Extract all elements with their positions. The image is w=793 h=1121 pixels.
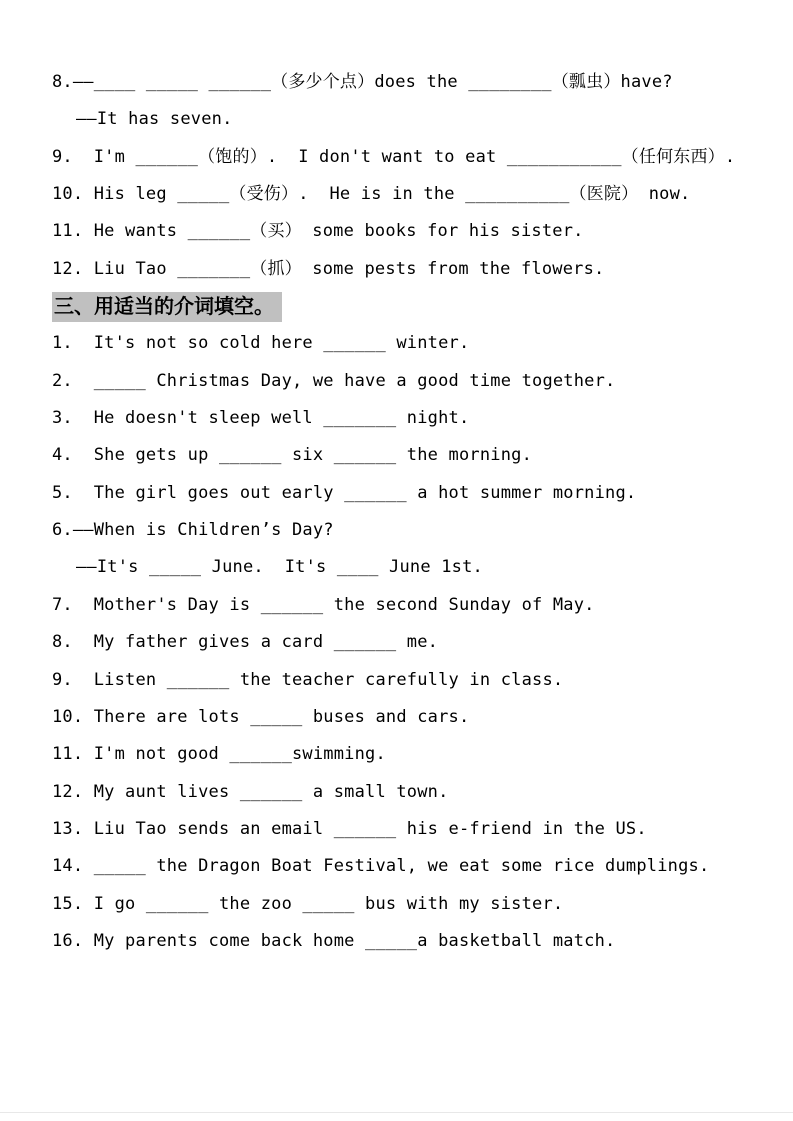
page-bottom-divider — [0, 1112, 793, 1113]
prep-item-6-question: 6.——When is Children’s Day? — [52, 520, 334, 541]
prep-item-13: 13. Liu Tao sends an email ______ his e-friend in the US. — [52, 818, 647, 839]
prep-item-15: 15. I go ______ the zoo _____ bus with my sister. — [52, 893, 564, 914]
prep-item-7: 7. Mother's Day is ______ the second Sunday of May. — [52, 594, 595, 615]
prep-item-16: 16. My parents come back home _____a basketball match. — [52, 930, 616, 951]
prep-item-10: 10. There are lots _____ buses and cars. — [52, 706, 470, 727]
vocab-item-10: 10. His leg _____（受伤）. He is in the __________（医院） now. — [52, 184, 691, 205]
prep-item-2: 2. _____ Christmas Day, we have a good time together. — [52, 370, 616, 391]
section-heading: 三、用适当的介词填空。 — [52, 292, 282, 322]
vocab-item-11: 11. He wants ______（买） some books for his sister. — [52, 221, 584, 242]
prep-item-6-answer: ——It's _____ June. It's ____ June 1st. — [76, 557, 483, 578]
prep-item-9: 9. Listen ______ the teacher carefully in class. — [52, 669, 564, 690]
worksheet-content — [52, 64, 773, 960]
prep-item-12: 12. My aunt lives ______ a small town. — [52, 781, 449, 802]
prep-item-4: 4. She gets up ______ six ______ the morning. — [52, 445, 533, 466]
prep-item-1: 1. It's not so cold here ______ winter. — [52, 333, 470, 354]
prep-item-11: 11. I'm not good ______swimming. — [52, 744, 386, 765]
prep-item-3: 3. He doesn't sleep well _______ night. — [52, 408, 470, 429]
prep-item-14: 14. _____ the Dragon Boat Festival, we eat some rice dumplings. — [52, 856, 710, 877]
vocab-item-8-answer: ——It has seven. — [76, 109, 233, 130]
vocab-item-8-question: 8.——____ _____ ______（多少个点）does the ________（瓢虫）have? — [52, 72, 673, 92]
prep-item-8: 8. My father gives a card ______ me. — [52, 632, 439, 653]
section-heading-row — [52, 288, 773, 325]
vocab-item-12: 12. Liu Tao _______（抓） some pests from the flowers. — [52, 258, 605, 279]
prep-item-5: 5. The girl goes out early ______ a hot summer morning. — [52, 482, 637, 503]
vocab-item-9: 9. I'm ______（饱的）. I don't want to eat ___________（任何东西）. — [52, 146, 736, 167]
